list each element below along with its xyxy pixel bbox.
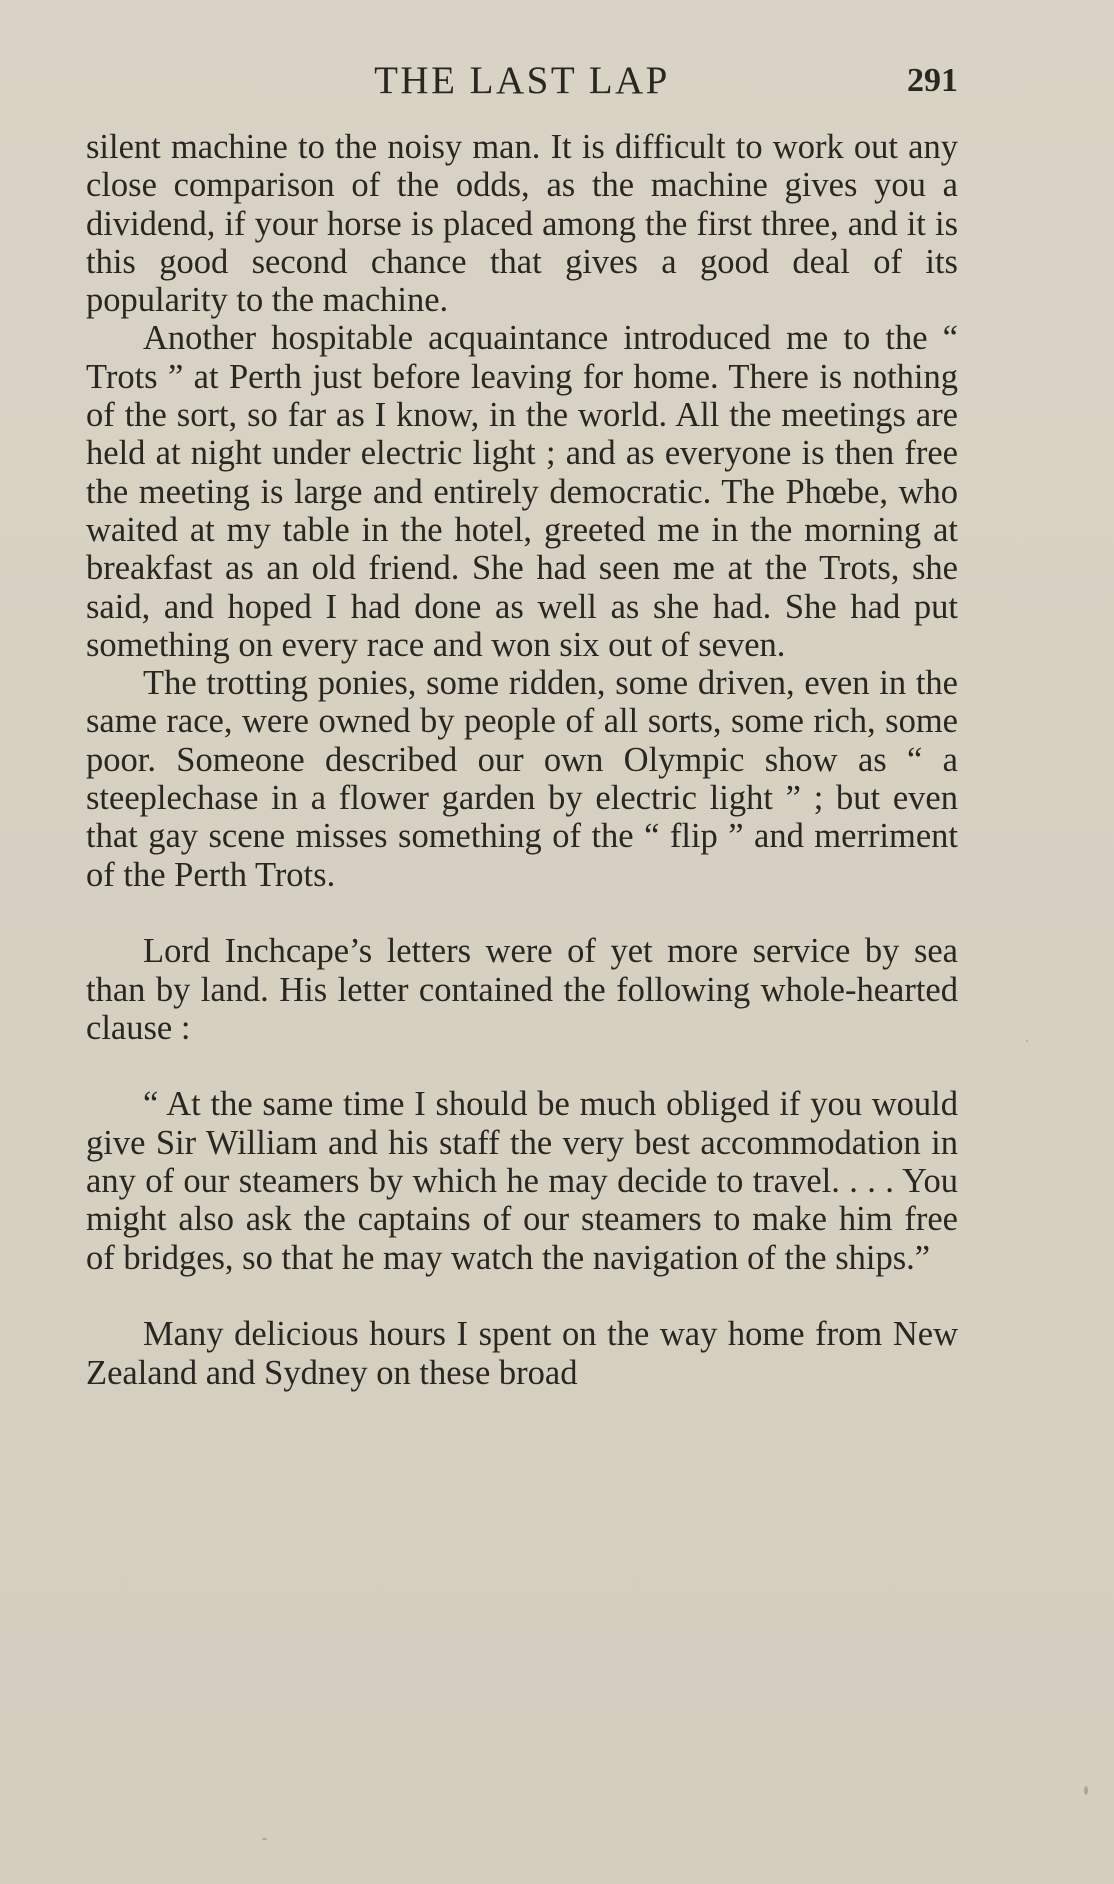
page-header: [86, 58, 958, 104]
paragraph-trotting-ponies: The trotting ponies, some ridden, some driven, even in the same race, were owned by people of all sorts, some rich, some poor. Someone described our own Olympic show as “ a steeplechase in a flower garden by electric light ” ; but even that gay scene misses something of the “ flip ” and merriment of the Perth Trots.: [86, 664, 958, 894]
paragraph-continued: silent machine to the noisy man. It is difficult to work out any close comparison of the odds, as the machine gives you a dividend, if your horse is placed among the first three, and it is this good second chance that gives a good deal of its popularity to the machine.: [86, 128, 958, 320]
running-head: THE LAST LAP: [374, 59, 670, 102]
page-number: 291: [907, 62, 958, 99]
paragraph-voyage-home: Many delicious hours I spent on the way home from New Zealand and Sydney on these broad: [86, 1315, 958, 1392]
paragraph-trots: Another hospitable acquaintance introduced me to the “ Trots ” at Perth just before leaving for home. There is nothing of the sort, so far as I know, in the world. All the meetings are held at night under electric light ; and as everyone is then free the meeting is large and entirely democratic. The Phœbe, who waited at my table in the hotel, greeted me in the morning at breakfast as an old friend. She had seen me at the Trots, she said, and hoped I had done as well as she had. She had put something on every race and won six out of seven.: [86, 319, 958, 664]
quoted-letter: “ At the same time I should be much obliged if you would give Sir William and his staff the very best accommodation in any of our steamers by which he may decide to travel. . . . You might also ask the captains of our steamers to make him free of bridges, so that he may watch the navigation of the ships.”: [86, 1085, 958, 1277]
paragraph-inchcape-letters: Lord Inchcape’s letters were of yet more service by sea than by land. His letter contained the following whole-hearted clause :: [86, 932, 958, 1047]
paper-speck: [1084, 1786, 1088, 1795]
paper-speck: [262, 1838, 267, 1840]
body-text: [86, 128, 958, 1392]
paper-speck: [1026, 1040, 1028, 1042]
